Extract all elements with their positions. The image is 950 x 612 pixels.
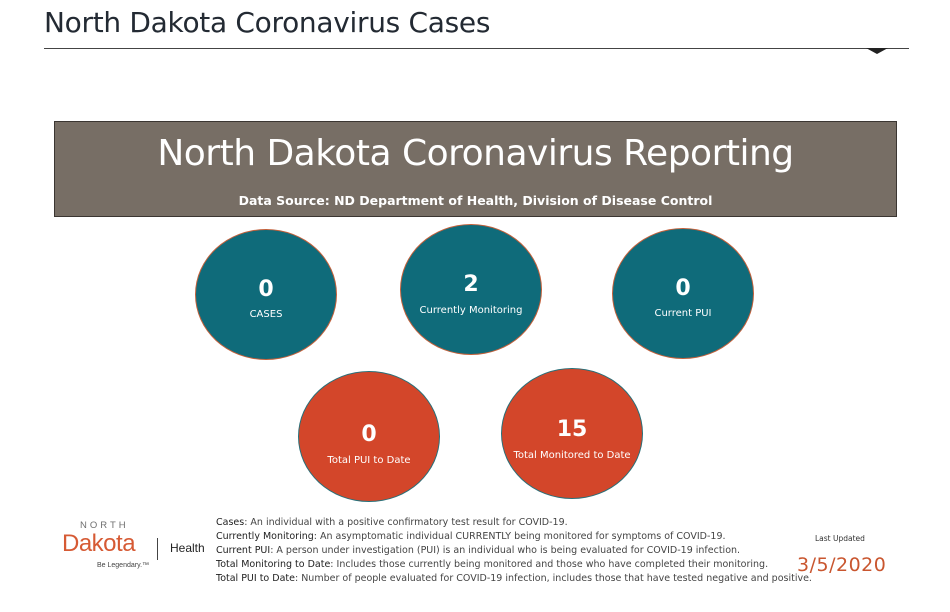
definition-term: Total PUI to Date (216, 573, 295, 584)
stat-total-monitored-to-date (501, 368, 643, 499)
stat-value: 0 (675, 276, 691, 301)
definition-text: : A person under investigation (PUI) is an individual who is being evaluated for COVID-19 infection. (270, 545, 741, 556)
banner-title: North Dakota Coronavirus Reporting (157, 133, 794, 174)
last-updated-date: 3/5/2020 (797, 554, 887, 576)
definition-item (216, 544, 786, 558)
chevron-down-icon[interactable] (866, 48, 888, 54)
definition-text: : An asymptomatic individual CURRENTLY being monitored for symptoms of COVID-19. (313, 531, 726, 542)
definition-term: Current PUI (216, 545, 271, 556)
logo-north-text: NORTH (80, 520, 129, 531)
stat-currently-monitoring (400, 224, 542, 355)
page-title: North Dakota Coronavirus Cases (44, 6, 491, 39)
definition-text: : An individual with a positive confirmatory test result for COVID-19. (244, 517, 568, 528)
stat-label: Total Monitored to Date (513, 450, 631, 461)
stat-label: Total PUI to Date (327, 455, 411, 466)
nd-health-logo (62, 520, 212, 575)
stat-value: 2 (463, 272, 479, 297)
stat-cases (195, 229, 337, 360)
stat-current-pui (612, 228, 754, 359)
stat-value: 15 (556, 417, 588, 442)
definitions-list (216, 516, 812, 586)
definition-text: : Number of people evaluated for COVID-19 infection, includes those that have tested negative and positive. (294, 573, 812, 584)
stat-label: Currently Monitoring (419, 305, 523, 316)
stat-value: 0 (258, 277, 274, 302)
definition-item (216, 516, 786, 530)
data-source-text: Data Source: ND Department of Health, Division of Disease Control (238, 193, 713, 208)
definition-item (216, 530, 786, 544)
definition-term: Cases (216, 517, 245, 528)
definition-text: : Includes those currently being monitored and those who have completed their monitoring. (330, 559, 769, 570)
definition-term: Total Monitoring to Date (216, 559, 331, 570)
logo-health-text: Health (170, 541, 205, 555)
logo-tagline: Be Legendary.™ (97, 562, 150, 569)
stat-label: Current PUI (654, 308, 712, 319)
stat-value: 0 (361, 422, 377, 447)
logo-dakota-text: Dakota (62, 530, 136, 557)
stat-label: CASES (249, 309, 283, 320)
report-banner (54, 121, 897, 217)
title-divider (44, 48, 909, 49)
logo-divider (157, 538, 158, 560)
stat-total-pui-to-date (298, 371, 440, 502)
definition-item (216, 572, 812, 586)
definition-term: Currently Monitoring (216, 531, 314, 542)
definition-item (216, 558, 786, 572)
last-updated-label: Last Updated (815, 534, 865, 543)
